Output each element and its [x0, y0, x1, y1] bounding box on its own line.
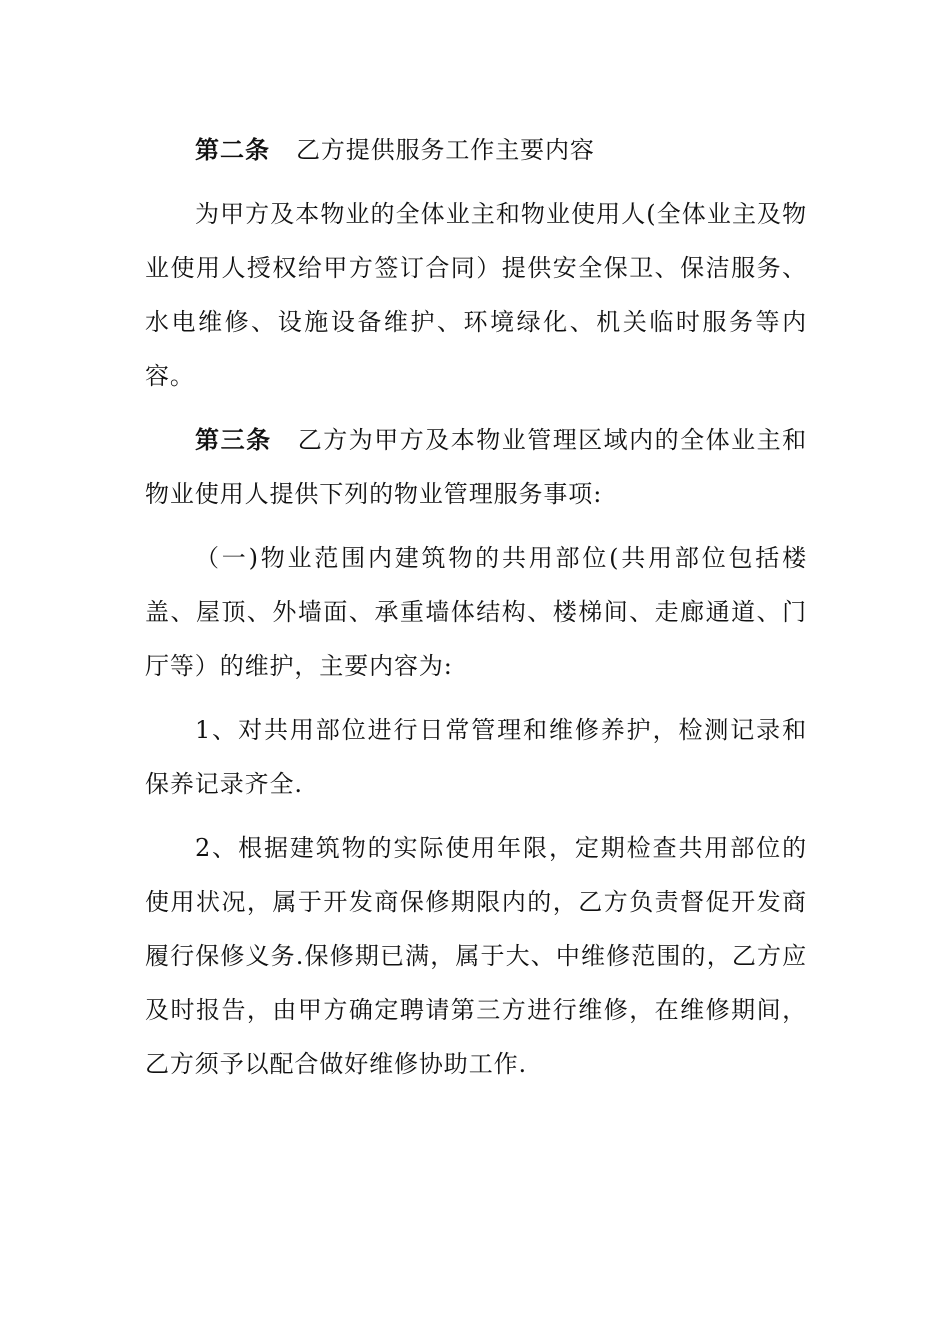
article-2-heading — [145, 123, 807, 177]
article-3-paragraph — [145, 413, 807, 521]
subitem-1-paragraph: 1、对共用部位进行日常管理和维修养护，检测记录和保养记录齐全. — [145, 716, 807, 798]
article-2-title: 乙方提供服务工作主要内容 — [296, 136, 595, 164]
subitem-2-paragraph: 2、根据建筑物的实际使用年限，定期检查共用部位的使用状况，属于开发商保修期限内的，乙方负责督促开发商履行保修义务.保修期已满，属于大、中维修范围的，乙方应及时报告，由甲方确定聘请第三方进行维修，在维修期间，乙方须予以配合做好维修协助工作. — [145, 834, 807, 1078]
article-3-text: 乙方为甲方及本物业管理区域内的全体业主和物业使用人提供下列的物业管理服务事项: — [145, 426, 808, 508]
document-body — [145, 123, 807, 1091]
article-2-body: 为甲方及本物业的全体业主和物业使用人(全体业主及物业使用人授权给甲方签订合同）提供安全保卫、保洁服务、水电维修、设施设备维护、环境绿化、机关临时服务等内容。 — [145, 200, 807, 390]
article-3-label: 第三条 — [195, 425, 272, 454]
item-1-paragraph: （一)物业范围内建筑物的共用部位(共用部位包括楼盖、屋顶、外墙面、承重墙体结构、楼梯间、走廊通道、门厅等）的维护，主要内容为: — [145, 544, 807, 680]
article-2-label: 第二条 — [195, 135, 270, 164]
